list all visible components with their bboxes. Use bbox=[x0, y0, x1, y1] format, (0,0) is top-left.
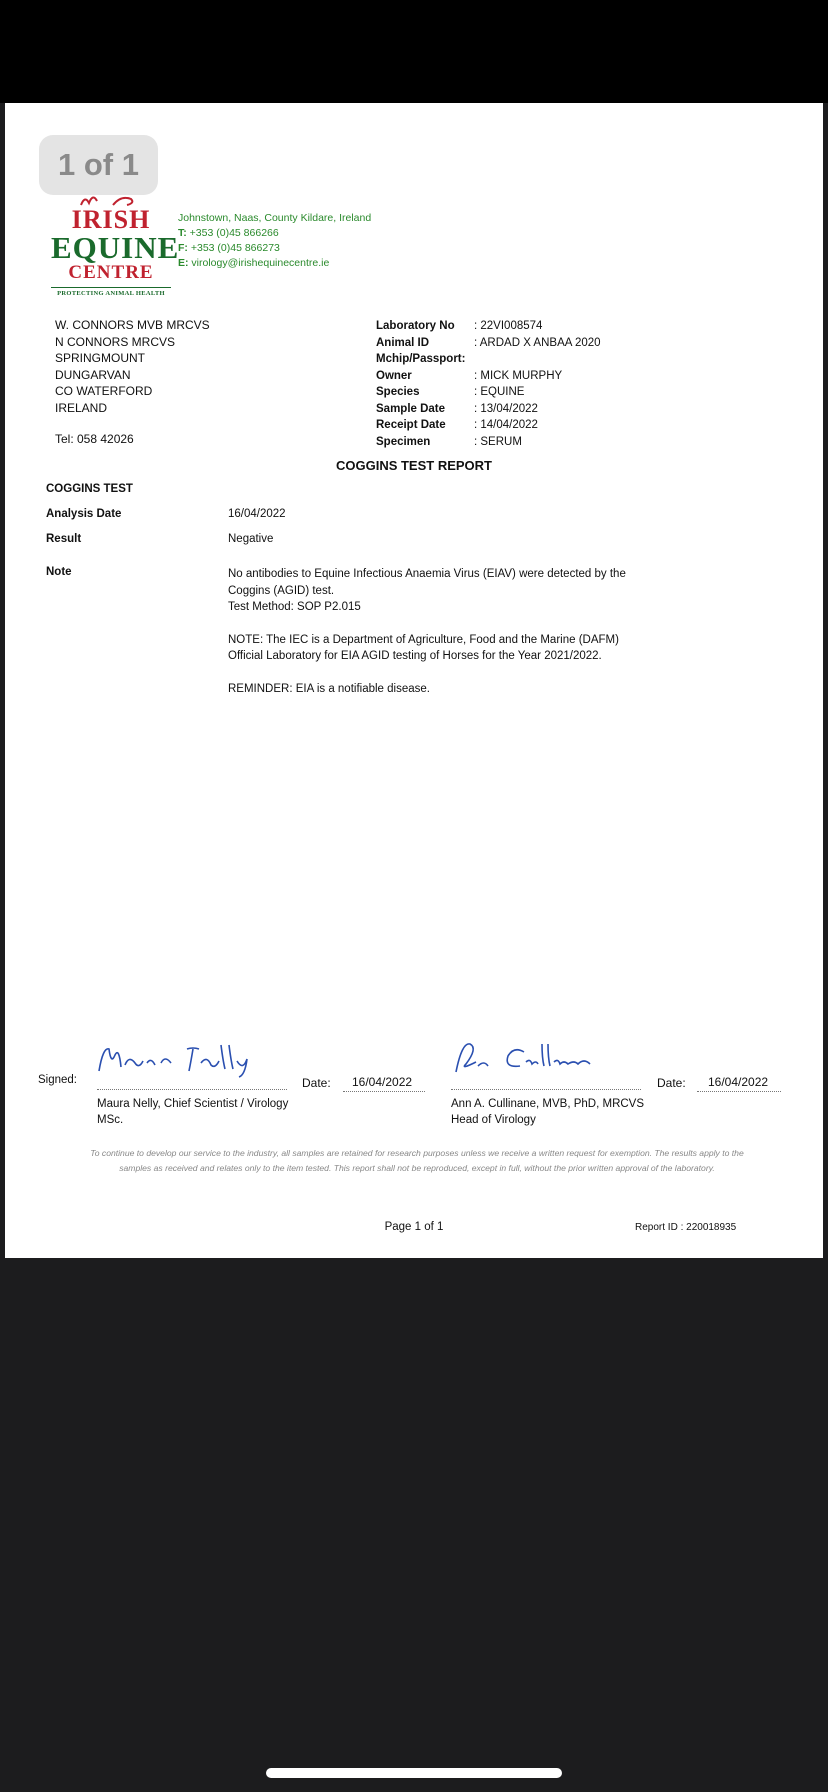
lab-contact-block bbox=[178, 211, 371, 271]
logo-line-equine: EQUINE bbox=[51, 230, 180, 265]
analysis-date-value: 16/04/2022 bbox=[228, 508, 286, 520]
lab-info-row: Laboratory No : 22VI008574 bbox=[376, 320, 543, 332]
lab-info-row: Mchip/Passport: bbox=[376, 353, 466, 365]
lab-address: Johnstown, Naas, County Kildare, Ireland bbox=[178, 212, 372, 224]
signature-line bbox=[451, 1089, 641, 1090]
logo-tagline: PROTECTING ANIMAL HEALTH bbox=[51, 287, 171, 297]
lab-phone: T: +353 (0)45 866266 bbox=[178, 227, 279, 239]
status-bar-area bbox=[0, 0, 828, 103]
address-line: SPRINGMOUNT bbox=[55, 351, 145, 365]
report-id: Report ID : 220018935 bbox=[635, 1222, 737, 1233]
recipient-address bbox=[55, 317, 210, 416]
note-paragraph: REMINDER: EIA is a notifiable disease. bbox=[228, 682, 430, 695]
lab-info-row: Owner : MICK MURPHY bbox=[376, 369, 563, 382]
signer-name: Ann A. Cullinane, MVB, PhD, MRCVS Head of Virology bbox=[451, 1098, 645, 1126]
address-line: W. CONNORS MVB MRCVS bbox=[55, 318, 210, 332]
note-text bbox=[228, 566, 648, 713]
note-paragraph: NOTE: The IEC is a Department of Agriculture, Food and the Marine (DAFM) Official Laboratory for EIA AGID testing of Horses for the Year 2021/2022. bbox=[228, 633, 619, 662]
date-line bbox=[697, 1091, 781, 1092]
page-number: Page 1 of 1 bbox=[384, 1221, 444, 1233]
address-line: IRELAND bbox=[55, 400, 108, 415]
page-indicator: 1 of 1 bbox=[39, 135, 158, 195]
lab-info-row: Animal ID : ARDAD X ANBAA 2020 bbox=[376, 336, 601, 349]
note-paragraph: No antibodies to Equine Infectious Anaemia Virus (EIAV) were detected by the Coggins (AGID) test. bbox=[228, 568, 626, 597]
note-label: Note bbox=[46, 566, 72, 578]
address-line: N CONNORS MRCVS bbox=[55, 334, 176, 349]
disclaimer-text: To continue to develop our service to the industry, all samples are retained for research purposes unless we receive a written request for exemption. The results apply to the samples as received and relates only to the item tested. This report shall not be reproduced, except in full, without the prior written approval of the laboratory. bbox=[90, 1148, 744, 1173]
logo-line-irish: IRISH bbox=[71, 205, 151, 234]
lab-info-row: Receipt Date : 14/04/2022 bbox=[376, 419, 538, 431]
logo-line-centre: CENTRE bbox=[68, 262, 154, 283]
lab-info-row: Specimen : SERUM bbox=[376, 435, 522, 448]
result-label: Result bbox=[46, 533, 82, 545]
signed-label: Signed: bbox=[38, 1074, 78, 1086]
result-value: Negative bbox=[228, 533, 274, 545]
analysis-date-label: Analysis Date bbox=[46, 508, 122, 520]
note-paragraph: Test Method: SOP P2.015 bbox=[228, 601, 361, 613]
lab-info-row: Species : EQUINE bbox=[376, 386, 525, 398]
address-line: DUNGARVAN bbox=[55, 367, 131, 382]
lab-info-row: Sample Date : 13/04/2022 bbox=[376, 402, 538, 415]
date-line bbox=[343, 1091, 425, 1092]
section-heading: COGGINS TEST bbox=[46, 483, 133, 495]
home-indicator[interactable] bbox=[266, 1768, 562, 1778]
report-title: COGGINS TEST REPORT bbox=[335, 458, 492, 473]
lab-email: E: virology@irishequinecentre.ie bbox=[178, 257, 330, 269]
recipient-tel: Tel: 058 42026 bbox=[55, 432, 134, 446]
lab-fax: F: +353 (0)45 866273 bbox=[178, 242, 280, 254]
address-line: CO WATERFORD bbox=[55, 384, 153, 398]
signature-date: 16/04/2022 bbox=[352, 1075, 413, 1089]
date-label: Date: bbox=[657, 1076, 686, 1090]
signature-line bbox=[97, 1089, 287, 1090]
signature-date: 16/04/2022 bbox=[708, 1075, 769, 1089]
signature-ann-cullinane bbox=[450, 1038, 620, 1078]
document-page bbox=[5, 103, 823, 1258]
signature-maura-nelly bbox=[95, 1041, 265, 1079]
lab-info-table bbox=[376, 318, 601, 450]
irish-equine-centre-logo bbox=[51, 191, 180, 297]
date-label: Date: bbox=[302, 1076, 331, 1090]
signer-name: Maura Nelly, Chief Scientist / Virology MSc. bbox=[97, 1098, 289, 1126]
